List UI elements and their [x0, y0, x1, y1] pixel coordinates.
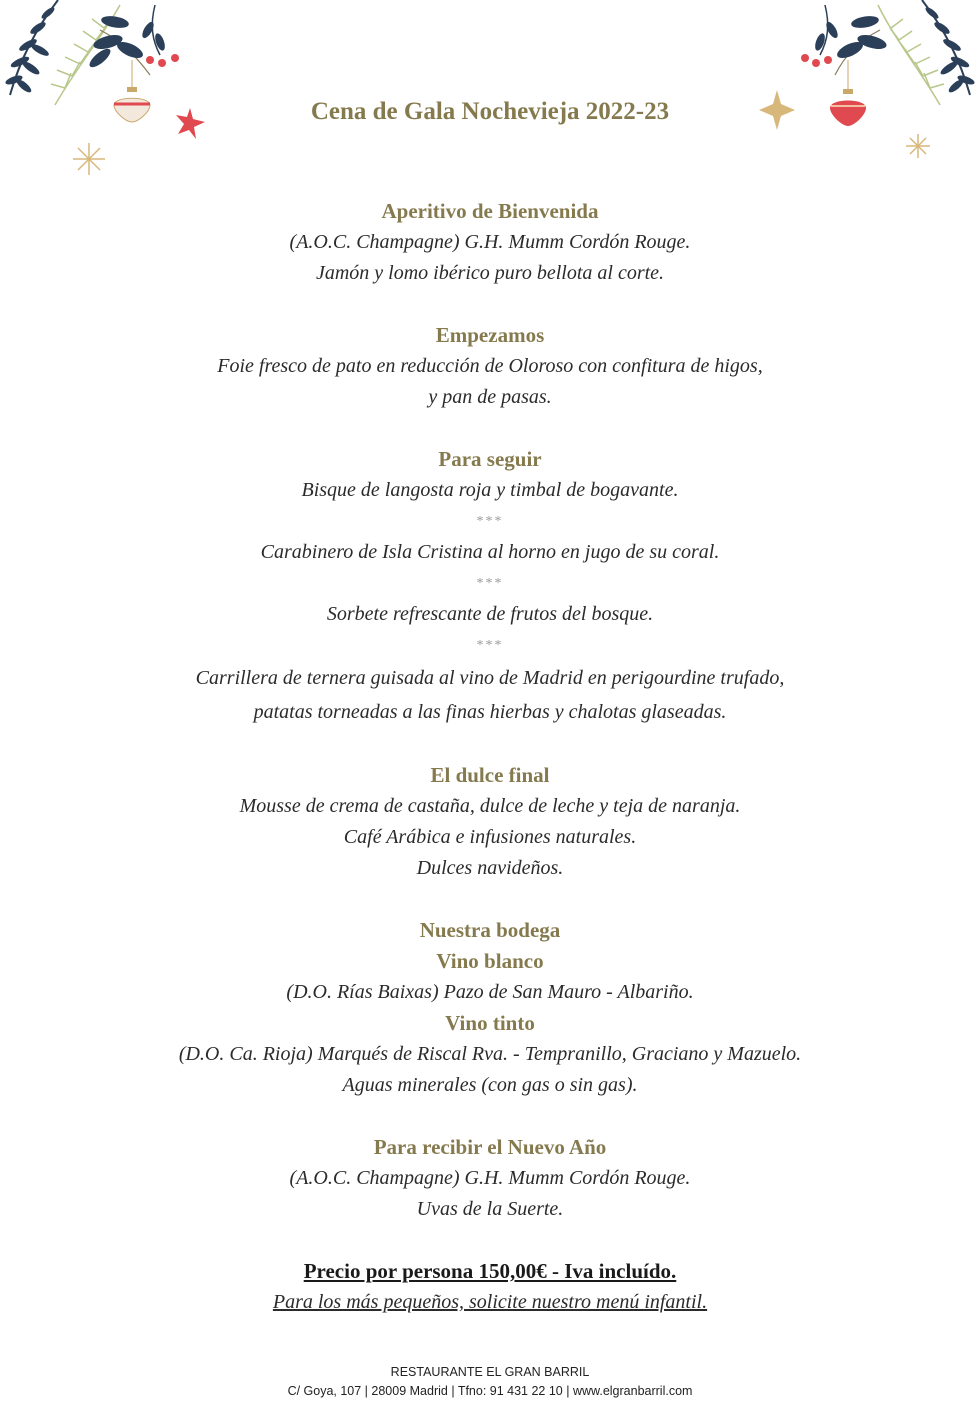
page-title: Cena de Gala Nochevieja 2022-23	[310, 98, 670, 125]
navy-fern-icon	[4, 0, 58, 95]
sparkle-icon	[906, 134, 930, 158]
subheading-vino-tinto: Vino tinto	[445, 1011, 535, 1035]
menu-item: Jamón y lomo ibérico puro bellota al corte.	[315, 262, 665, 284]
menu-item: Mousse de crema de castaña, dulce de leche y teja de naranja.	[239, 795, 741, 817]
section-heading-dulce: El dulce final	[430, 763, 550, 787]
red-berries-icon	[140, 5, 179, 67]
kids-menu-note: Para los más pequeños, solicite nuestro menú infantil.	[272, 1291, 708, 1313]
menu-item: Bisque de langosta roja y timbal de bogavante.	[301, 479, 679, 501]
section-heading-para-seguir: Para seguir	[438, 447, 542, 471]
section-heading-empezamos: Empezamos	[435, 323, 545, 347]
menu-item: patatas torneadas a las finas hierbas y chalotas glaseadas.	[253, 701, 727, 723]
pine-branch-icon	[878, 5, 944, 105]
navy-leaves-icon	[87, 14, 150, 75]
navy-fern-icon	[922, 0, 976, 95]
contact-info: C/ Goya, 107 | 28009 Madrid | Tfno: 91 431 22 10 | www.elgranbarril.com	[287, 1384, 693, 1398]
section-heading-nuevo-ano: Para recibir el Nuevo Año	[373, 1135, 607, 1159]
menu-item: (D.O. Rías Baixas) Pazo de San Mauro - Albariño.	[286, 981, 694, 1003]
menu-item: Dulces navideños.	[416, 857, 564, 879]
menu-item: Carabinero de Isla Cristina al horno en jugo de su coral.	[260, 541, 720, 563]
menu-item: Sorbete refrescante de frutos del bosque.	[326, 603, 654, 625]
red-berries-icon	[801, 5, 840, 67]
menu-item: (A.O.C. Champagne) G.H. Mumm Cordón Rouge.	[289, 1167, 691, 1189]
restaurant-name: RESTAURANTE EL GRAN BARRIL	[390, 1365, 590, 1379]
menu-item: y pan de pasas.	[428, 386, 552, 408]
christmas-branch-decoration-left	[0, 0, 230, 180]
separator: ***	[476, 638, 504, 653]
navy-leaves-icon	[835, 14, 888, 75]
menu-item: Aguas minerales (con gas o sin gas).	[342, 1074, 638, 1096]
menu-item: Uvas de la Suerte.	[416, 1198, 564, 1220]
section-heading-bodega: Nuestra bodega	[419, 918, 561, 942]
subheading-vino-blanco: Vino blanco	[436, 949, 544, 973]
menu-item: Carrillera de ternera guisada al vino de Madrid en perigourdine trufado,	[195, 667, 785, 689]
sparkle-icon	[73, 143, 105, 175]
menu-content	[0, 196, 980, 1318]
christmas-branch-decoration-right	[750, 0, 980, 180]
price: Precio por persona 150,00€ - Iva incluído.	[303, 1259, 677, 1283]
footer	[0, 1363, 980, 1401]
menu-item: (D.O. Ca. Rioja) Marqués de Riscal Rva. - Tempranillo, Graciano y Mazuelo.	[178, 1043, 802, 1065]
separator: ***	[476, 514, 504, 529]
section-heading-aperitivo: Aperitivo de Bienvenida	[381, 199, 599, 223]
menu-item: (A.O.C. Champagne) G.H. Mumm Cordón Rouge.	[289, 231, 691, 253]
menu-item: Foie fresco de pato en reducción de Oloroso con confitura de higos,	[217, 355, 763, 377]
menu-item: Café Arábica e infusiones naturales.	[343, 826, 637, 848]
separator: ***	[476, 576, 504, 591]
